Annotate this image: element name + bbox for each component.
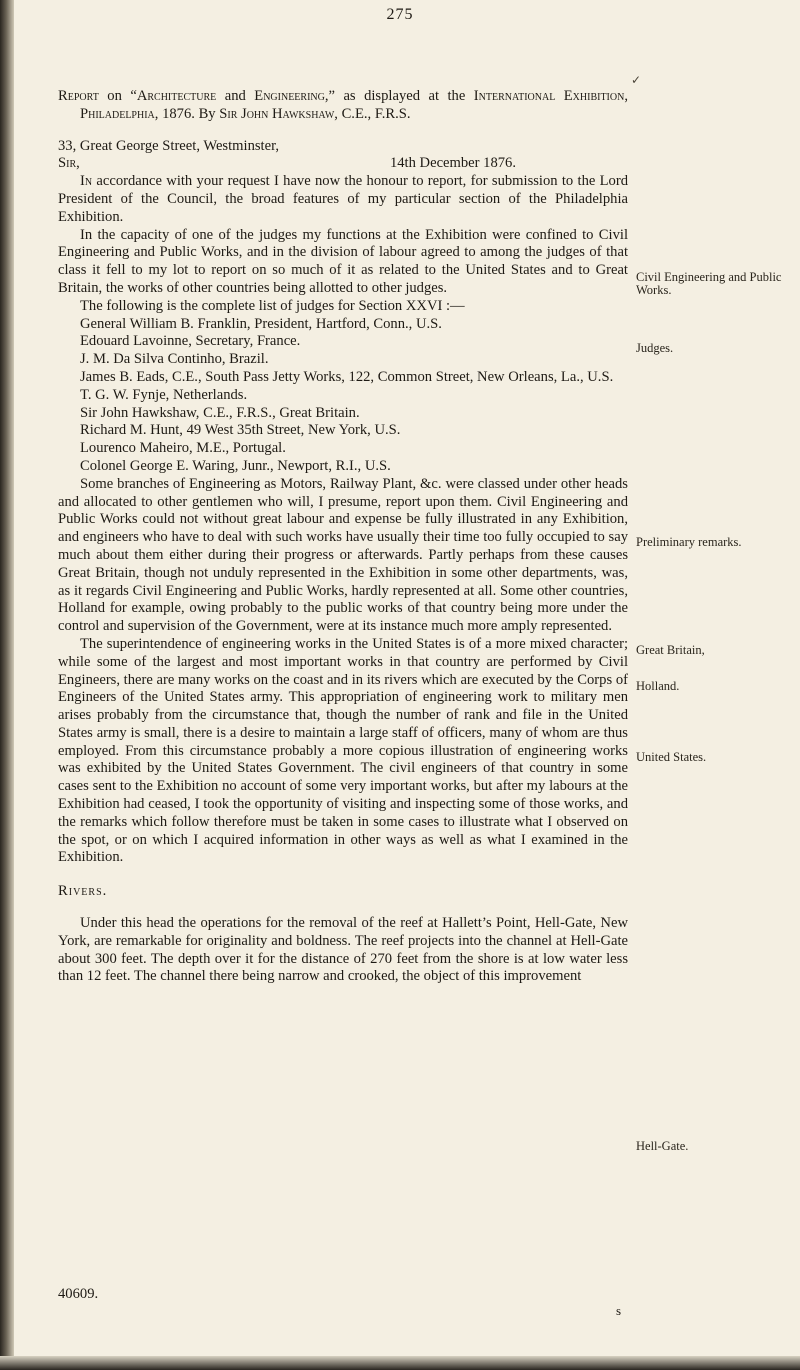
judges-list — [58, 316, 628, 476]
margin-note-great-britain: Great Britain, — [636, 643, 705, 657]
paragraph-preliminary: Some branches of Engineering as Motors, Railway Plant, &c. were classed under other heads and allocated to other gentlemen who will, I presume, report upon them. Civil Engineering and Public Works could not without great labour and expense be fully illustrated in any Exhibition, and engineers who have to deal with such works have usually their time too fully occupied to say much about them either during their progress or afterwards. Partly perhaps from these causes Great Britain, though not unduly represented in the Exhibition in some other departments, was, as it regards Civil Engineering and Public Works, hardly represented at all. Some other countries, Holland for example, owing probably to the public works of that country being more under the control and supervision of the Government, were at its instance much more amply represented. — [58, 475, 628, 635]
margin-note-judges: Judges. — [636, 341, 674, 355]
salutation-row — [58, 155, 628, 173]
salutation: Sir, — [58, 155, 80, 172]
judge-entry: J. M. Da Silva Continho, Brazil. — [80, 351, 269, 368]
judge-entry: Colonel George E. Waring, Junr., Newport, R.I., U.S. — [80, 457, 391, 474]
paragraph-united-states: The superintendence of engineering works in the United States is of a more mixed character; while some of the largest and most important works in that country are performed by Civil Engineers, there are many works on the coast and in its rivers which are executed by the Corps of Engineers of the United States army. This appropriation of engineering work to military men arises probably from the circumstance that, though the number of rank and file in the United States army is small, there is a desire to maintain a large staff of officers, many of whom are thus employed. From this circumstance probably a more copious illustration of engineering works was exhibited by the United States Government. The civil engineers of that country in some cases sent to the Exhibition no account of some very important works, but after my labours at the Exhibition had ceased, I took the opportunity of visiting and inspecting some of those works, and the remarks which follow therefore must be taken in some cases to illustrate what I observed on the spot, or on which I acquired information in other ways as well as what I examined in the Exhibition. — [58, 635, 628, 866]
report-title: Report on “Architecture and Engineering,” as displayed at the International Exhibition, Philadelphia, 1876. By Sir John Hawkshaw, C.E., F.R.S. — [58, 88, 628, 122]
page-number: 275 — [386, 6, 414, 23]
margin-note-hell-gate: Hell-Gate. — [636, 1139, 689, 1153]
margin-note-civil-engineering: Civil Engineering and Public Works. — [636, 270, 782, 297]
judge-entry: Edouard Lavoinne, Secretary, France. — [80, 333, 301, 350]
printer-mark-icon: ✓ — [631, 73, 642, 87]
paragraph-judges-intro: The following is the complete list of judges for Section XXVI :— — [80, 297, 465, 314]
section-heading-rivers: Rivers. — [58, 883, 108, 900]
judge-entry: Richard M. Hunt, 49 West 35th Street, New York, U.S. — [80, 422, 401, 439]
book-spine-shadow — [0, 0, 14, 1370]
judge-entry: General William B. Franklin, President, Hartford, Conn., U.S. — [80, 315, 442, 332]
letter-date: 14th December 1876. — [389, 155, 516, 172]
paragraph-hell-gate: Under this head the operations for the removal of the reef at Hallett’s Point, Hell-Gate, New York, are remarkable for originality and boldness. The reef projects into the channel at Hell-Gate about 300 feet. The depth over it for the distance of 270 feet from the shore is at low water less than 12 feet. The channel there being narrow and crooked, the object of this improvement — [58, 915, 628, 985]
signature-letter: s — [616, 1303, 622, 1318]
margin-note-holland: Holland. — [636, 679, 680, 693]
paragraph-functions: In the capacity of one of the judges my functions at the Exhibition were confined to Civil Engineering and Public Works, and in the division of labour agreed to among the judges of that class it fell to my lot to report on so much of it as related to the United States and to Great Britain, the works of other countries being allotted to other judges. — [58, 226, 628, 296]
judge-entry: T. G. W. Fynje, Netherlands. — [80, 386, 248, 403]
sender-address: 33, Great George Street, Westminster, — [58, 137, 280, 154]
paragraph-request: In accordance with your request I have now the honour to report, for submission to the Lord President of the Council, the broad features of my particular section of the Philadelphia Exhibition. — [58, 173, 628, 225]
margin-note-united-states: United States. — [636, 750, 707, 764]
judge-entry: Sir John Hawkshaw, C.E., F.R.S., Great Britain. — [80, 404, 360, 421]
report-body — [58, 88, 628, 986]
judge-entry: Lourenco Maheiro, M.E., Portugal. — [80, 440, 286, 457]
print-code: 40609. — [58, 1286, 99, 1302]
judge-entry: James B. Eads, C.E., South Pass Jetty Works, 122, Common Street, New Orleans, La., U.S. — [80, 368, 614, 385]
margin-note-preliminary: Preliminary remarks. — [636, 535, 742, 549]
page-bottom-edge — [0, 1356, 800, 1370]
